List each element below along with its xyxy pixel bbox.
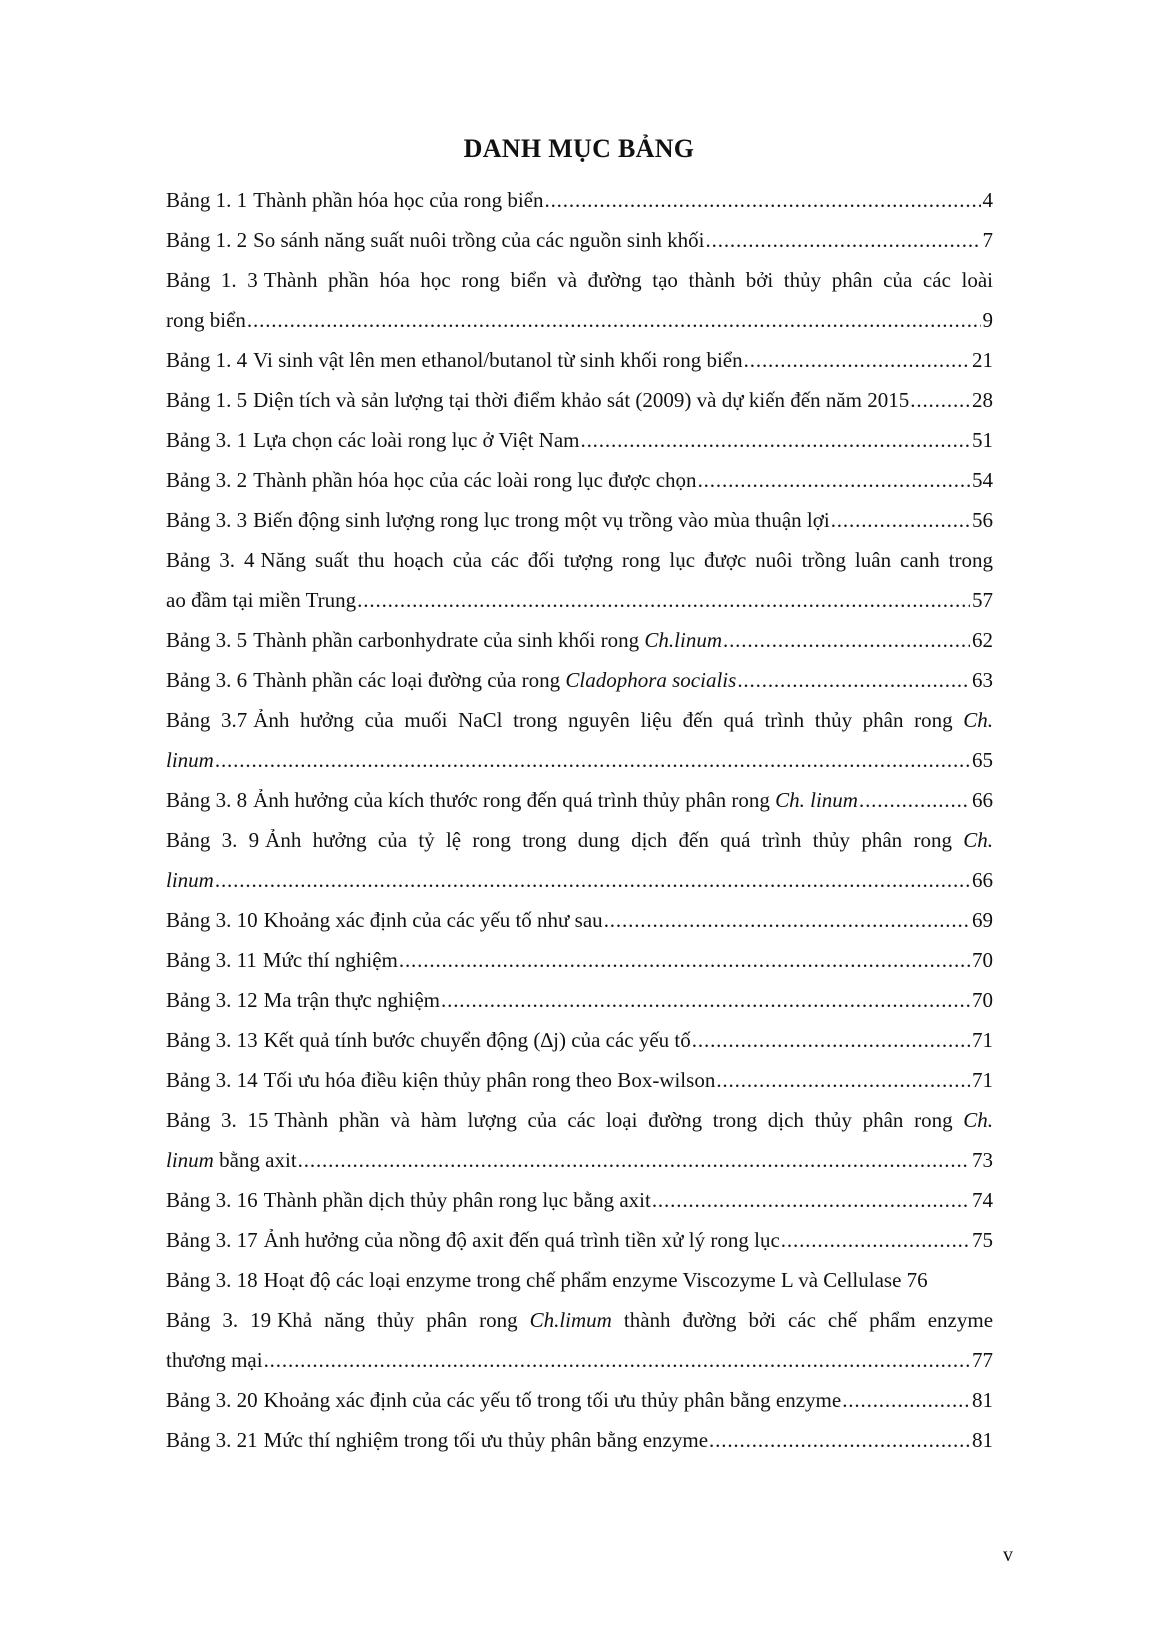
toc-entry-text bbox=[166, 780, 858, 820]
toc-entry-text bbox=[166, 420, 579, 460]
toc-entry-italic: Ch. linum bbox=[775, 788, 858, 812]
toc-entry-title: Hoạt độ các loại enzyme trong chế phẩm enzyme Viscozyme L và Cellulase bbox=[263, 1268, 902, 1292]
toc-entry-text bbox=[166, 1180, 651, 1220]
toc-entry-line bbox=[166, 180, 993, 220]
page-title: DANH MỤC BẢNG bbox=[463, 134, 695, 163]
dot-leader bbox=[737, 660, 970, 700]
toc-entry[interactable] bbox=[166, 1420, 993, 1460]
toc-entry-page: 73 bbox=[972, 1148, 993, 1172]
toc-entry-italic: Ch. bbox=[963, 828, 994, 852]
toc-entry-line bbox=[166, 940, 993, 980]
toc-entry-line bbox=[166, 780, 993, 820]
toc-entry-text bbox=[166, 860, 214, 900]
toc-entry[interactable] bbox=[166, 1220, 993, 1260]
dot-leader bbox=[357, 580, 970, 620]
toc-entry-title: Khoảng xác định của các yếu tố trong tối ưu thủy phân bằng enzyme bbox=[263, 1388, 842, 1412]
dot-leader bbox=[247, 300, 981, 340]
dot-leader bbox=[859, 780, 970, 820]
toc-entry-label: Bảng 3. 14 bbox=[166, 1068, 258, 1092]
toc-entry-page: 66 bbox=[972, 788, 993, 812]
toc-entry-text bbox=[166, 380, 909, 420]
toc-entry-title: Ảnh hưởng của nồng độ axit đến quá trình tiền xử lý rong lục bbox=[263, 1228, 780, 1252]
toc-entry-page: 57 bbox=[972, 588, 993, 612]
toc-entry-label: Bảng 1. 2 bbox=[166, 228, 248, 252]
toc-entry-line bbox=[166, 340, 993, 380]
toc-entry-page: 51 bbox=[972, 428, 993, 452]
toc-entry[interactable] bbox=[166, 180, 993, 220]
toc-entry-label: Bảng 3. 2 bbox=[166, 468, 248, 492]
toc-entry-italic: linum bbox=[166, 868, 214, 892]
toc-entry-label: Bảng 1. 4 bbox=[166, 348, 248, 372]
toc-entry-italic: linum bbox=[166, 748, 214, 772]
toc-entry-title: Mức thí nghiệm bbox=[262, 948, 398, 972]
dot-leader bbox=[781, 1220, 970, 1260]
toc-entry[interactable] bbox=[166, 460, 993, 500]
dot-leader bbox=[910, 380, 970, 420]
dot-leader bbox=[842, 1380, 970, 1420]
table-list bbox=[166, 180, 993, 1460]
toc-entry-title: Năng suất thu hoạch của các đối tượng rong lục được nuôi trồng luân canh trong bbox=[260, 548, 994, 572]
toc-entry-line bbox=[166, 820, 993, 860]
toc-entry-line bbox=[166, 260, 993, 300]
toc-entry-text bbox=[166, 300, 246, 340]
toc-entry-title: Thành phần hóa học rong biển và đường tạo thành bởi thủy phân của các loài bbox=[263, 268, 993, 292]
toc-entry-page: 54 bbox=[972, 468, 993, 492]
toc-entry-page: 70 bbox=[972, 948, 993, 972]
toc-entry-label: Bảng 3. 1 bbox=[166, 428, 248, 452]
toc-entry-text bbox=[166, 548, 993, 572]
toc-entry-line bbox=[166, 1340, 993, 1380]
dot-leader bbox=[441, 980, 970, 1020]
toc-entry-line bbox=[166, 1260, 993, 1300]
toc-entry-page: 76 bbox=[906, 1268, 928, 1292]
toc-entry-text bbox=[166, 1220, 780, 1260]
toc-entry-title: Thành phần carbonhydrate của sinh khối rong bbox=[253, 628, 640, 652]
toc-entry-page: 9 bbox=[982, 308, 993, 332]
toc-entry-page: 81 bbox=[972, 1428, 993, 1452]
toc-entry[interactable] bbox=[166, 1300, 993, 1380]
toc-entry-title: Khoảng xác định của các yếu tố như sau bbox=[263, 908, 603, 932]
toc-entry[interactable] bbox=[166, 940, 993, 980]
toc-entry[interactable] bbox=[166, 220, 993, 260]
toc-entry-text bbox=[166, 940, 398, 980]
toc-entry-line bbox=[166, 660, 993, 700]
toc-entry-page: 77 bbox=[972, 1348, 993, 1372]
toc-entry[interactable] bbox=[166, 1260, 993, 1300]
toc-entry[interactable] bbox=[166, 780, 993, 820]
toc-entry-title: Biến động sinh lượng rong lục trong một vụ trồng vào mùa thuận lợi bbox=[253, 508, 830, 532]
toc-entry-label: Bảng 3. 15 bbox=[166, 1108, 269, 1132]
dot-leader bbox=[264, 1340, 970, 1380]
toc-entry-label: Bảng 3. 20 bbox=[166, 1388, 258, 1412]
toc-entry-label: Bảng 3. 12 bbox=[166, 988, 258, 1012]
toc-entry[interactable] bbox=[166, 340, 993, 380]
dot-leader bbox=[399, 940, 970, 980]
toc-entry-label: Bảng 3. 10 bbox=[166, 908, 258, 932]
toc-entry-page: 70 bbox=[972, 988, 993, 1012]
toc-entry-text bbox=[166, 460, 697, 500]
toc-entry-title: thành đường bởi các chế phẩm enzyme bbox=[623, 1308, 994, 1332]
dot-leader bbox=[580, 420, 970, 460]
toc-entry-line bbox=[166, 460, 993, 500]
toc-entry-text bbox=[166, 268, 993, 292]
toc-entry-line bbox=[166, 1300, 993, 1340]
toc-entry-line bbox=[166, 540, 993, 580]
toc-entry-text bbox=[166, 708, 993, 732]
toc-entry-italic: linum bbox=[166, 1148, 214, 1172]
toc-entry-label: Bảng 3. 6 bbox=[166, 668, 248, 692]
dot-leader bbox=[723, 620, 970, 660]
page-number: v bbox=[1003, 1544, 1013, 1566]
toc-entry-page: 81 bbox=[972, 1388, 993, 1412]
toc-entry-italic: Ch. bbox=[963, 1108, 994, 1132]
toc-entry[interactable] bbox=[166, 900, 993, 940]
toc-entry[interactable] bbox=[166, 980, 993, 1020]
toc-entry-line bbox=[166, 900, 993, 940]
toc-entry-page: 66 bbox=[972, 868, 993, 892]
dot-leader bbox=[215, 860, 970, 900]
dot-leader bbox=[652, 1180, 970, 1220]
toc-entry-title: Khả năng thủy phân rong bbox=[277, 1308, 518, 1332]
dot-leader bbox=[831, 500, 970, 540]
toc-entry-label: Bảng 1. 3 bbox=[166, 268, 258, 292]
toc-entry-page: 75 bbox=[972, 1228, 993, 1252]
toc-entry[interactable] bbox=[166, 1180, 993, 1220]
toc-entry-title: thương mại bbox=[166, 1348, 263, 1372]
toc-entry-title: Tối ưu hóa điều kiện thủy phân rong theo Box-wilson bbox=[263, 1068, 716, 1092]
toc-entry-label: Bảng 1. 5 bbox=[166, 388, 248, 412]
toc-entry-text bbox=[166, 900, 603, 940]
toc-entry-page: 63 bbox=[972, 668, 993, 692]
toc-entry-page: 62 bbox=[972, 628, 993, 652]
toc-entry-line bbox=[166, 380, 993, 420]
dot-leader bbox=[706, 220, 981, 260]
toc-entry-text bbox=[166, 1140, 297, 1180]
toc-entry-line bbox=[166, 1220, 993, 1260]
toc-entry-label: Bảng 3. 13 bbox=[166, 1028, 258, 1052]
toc-entry[interactable] bbox=[166, 1100, 993, 1180]
toc-entry-text bbox=[166, 1380, 841, 1420]
toc-entry-label: Bảng 3. 4 bbox=[166, 548, 255, 572]
toc-entry-line bbox=[166, 1100, 993, 1140]
toc-entry[interactable] bbox=[166, 420, 993, 460]
toc-entry-text bbox=[166, 660, 736, 700]
toc-entry-text bbox=[166, 1020, 691, 1060]
dot-leader bbox=[215, 740, 970, 780]
toc-entry-label: Bảng 3. 3 bbox=[166, 508, 248, 532]
toc-entry-text bbox=[166, 220, 705, 260]
toc-entry-italic: Cladophora socialis bbox=[565, 668, 737, 692]
toc-entry-title: Ảnh hưởng của tỷ lệ rong trong dung dịch đến quá trình thủy phân rong bbox=[265, 828, 952, 852]
toc-entry-line bbox=[166, 980, 993, 1020]
toc-entry-text bbox=[166, 180, 543, 220]
dot-leader bbox=[692, 1020, 970, 1060]
toc-entry[interactable] bbox=[166, 660, 993, 700]
toc-entry-label: Bảng 3. 11 bbox=[166, 948, 257, 972]
toc-entry-text bbox=[166, 1308, 993, 1332]
toc-entry-title: Mức thí nghiệm trong tối ưu thủy phân bằng enzyme bbox=[263, 1428, 709, 1452]
toc-entry[interactable] bbox=[166, 380, 993, 420]
toc-entry[interactable] bbox=[166, 260, 993, 340]
toc-entry-label: Bảng 3. 18 bbox=[166, 1268, 258, 1292]
toc-entry-label: Bảng 3. 21 bbox=[166, 1428, 258, 1452]
toc-entry-page: 28 bbox=[972, 388, 993, 412]
toc-entry-italic: Ch. bbox=[963, 708, 994, 732]
toc-entry-page: 56 bbox=[972, 508, 993, 532]
toc-entry-label: Bảng 1. 1 bbox=[166, 188, 248, 212]
toc-entry-title: Lựa chọn các loài rong lục ở Việt Nam bbox=[253, 428, 580, 452]
toc-entry-line bbox=[166, 740, 993, 780]
toc-entry-line bbox=[166, 860, 993, 900]
toc-entry-title: Vi sinh vật lên men ethanol/butanol từ sinh khối rong biển bbox=[253, 348, 743, 372]
toc-entry-text bbox=[166, 1340, 263, 1380]
toc-entry[interactable] bbox=[166, 820, 993, 900]
toc-entry-label: Bảng 3. 9 bbox=[166, 828, 260, 852]
dot-leader bbox=[604, 900, 970, 940]
toc-entry-line bbox=[166, 220, 993, 260]
dot-leader bbox=[744, 340, 970, 380]
toc-entry-line bbox=[166, 420, 993, 460]
toc-entry-page: 21 bbox=[972, 348, 993, 372]
toc-entry-title: Thành phần hóa học của rong biển bbox=[253, 188, 544, 212]
toc-entry-italic: Ch.linum bbox=[644, 628, 722, 652]
toc-entry-title: Ảnh hưởng của kích thước rong đến quá trình thủy phân rong bbox=[253, 788, 770, 812]
toc-entry-label: Bảng 3.7 bbox=[166, 708, 248, 732]
toc-entry-page: 71 bbox=[972, 1068, 993, 1092]
toc-entry-line bbox=[166, 1420, 993, 1460]
dot-leader bbox=[298, 1140, 970, 1180]
toc-entry-page: 71 bbox=[972, 1028, 993, 1052]
toc-entry-text bbox=[166, 500, 830, 540]
toc-entry-label: Bảng 3. 5 bbox=[166, 628, 248, 652]
dot-leader bbox=[544, 180, 980, 220]
toc-entry-text bbox=[166, 620, 722, 660]
toc-entry-title: rong biển bbox=[166, 308, 246, 332]
toc-entry-label: Bảng 3. 16 bbox=[166, 1188, 258, 1212]
toc-entry-title: Ma trận thực nghiệm bbox=[263, 988, 440, 1012]
toc-entry-line bbox=[166, 1380, 993, 1420]
toc-entry-title: Ảnh hưởng của muối NaCl trong nguyên liệu đến quá trình thủy phân rong bbox=[253, 708, 953, 732]
toc-entry[interactable] bbox=[166, 700, 993, 780]
toc-entry-text bbox=[166, 828, 993, 852]
toc-entry-line bbox=[166, 580, 993, 620]
toc-entry-line bbox=[166, 500, 993, 540]
toc-entry-label: Bảng 3. 17 bbox=[166, 1228, 258, 1252]
toc-entry-line bbox=[166, 300, 993, 340]
toc-entry[interactable] bbox=[166, 620, 993, 660]
dot-leader bbox=[716, 1060, 970, 1100]
toc-entry-italic: Ch.limum bbox=[529, 1308, 612, 1332]
toc-entry-page: 65 bbox=[972, 748, 993, 772]
toc-entry-page: 69 bbox=[972, 908, 993, 932]
toc-entry-title: bằng axit bbox=[219, 1148, 297, 1172]
toc-entry[interactable] bbox=[166, 1020, 993, 1060]
toc-entry[interactable] bbox=[166, 500, 993, 540]
toc-entry-line bbox=[166, 1060, 993, 1100]
toc-entry-title: ao đầm tại miền Trung bbox=[166, 588, 357, 612]
toc-entry-title: Diện tích và sản lượng tại thời điểm khảo sát (2009) và dự kiến đến năm 2015 bbox=[253, 388, 910, 412]
toc-entry-text bbox=[166, 1108, 993, 1132]
toc-entry-text bbox=[166, 740, 214, 780]
toc-entry-text bbox=[166, 980, 440, 1020]
toc-entry-title: Thành phần và hàm lượng của các loại đường trong dịch thủy phân rong bbox=[274, 1108, 953, 1132]
toc-entry-label: Bảng 3. 8 bbox=[166, 788, 248, 812]
toc-entry-title: Kết quả tính bước chuyển động (∆j) của các yếu tố bbox=[263, 1028, 691, 1052]
toc-entry-text bbox=[166, 340, 743, 380]
toc-entry-title: Thành phần hóa học của các loài rong lục được chọn bbox=[253, 468, 697, 492]
toc-entry[interactable] bbox=[166, 1060, 993, 1100]
toc-entry-page: 74 bbox=[972, 1188, 993, 1212]
toc-entry-line bbox=[166, 1140, 993, 1180]
toc-entry-line bbox=[166, 700, 993, 740]
toc-entry-text bbox=[166, 1060, 715, 1100]
toc-entry[interactable] bbox=[166, 1380, 993, 1420]
toc-entry-line bbox=[166, 1020, 993, 1060]
toc-entry-text bbox=[166, 580, 356, 620]
toc-entry-text bbox=[166, 1260, 928, 1300]
toc-entry-label: Bảng 3. 19 bbox=[166, 1308, 272, 1332]
toc-entry-page: 7 bbox=[982, 228, 993, 252]
toc-entry-title: Thành phần dịch thủy phân rong lục bằng axit bbox=[263, 1188, 651, 1212]
toc-entry-text bbox=[166, 1420, 708, 1460]
dot-leader bbox=[709, 1420, 970, 1460]
dot-leader bbox=[698, 460, 970, 500]
toc-entry-page: 4 bbox=[982, 188, 993, 212]
toc-entry-line bbox=[166, 620, 993, 660]
toc-entry-title: Thành phần các loại đường của rong bbox=[253, 668, 561, 692]
toc-entry[interactable] bbox=[166, 540, 993, 620]
toc-entry-title: So sánh năng suất nuôi trồng của các nguồn sinh khối bbox=[253, 228, 705, 252]
toc-entry-line bbox=[166, 1180, 993, 1220]
